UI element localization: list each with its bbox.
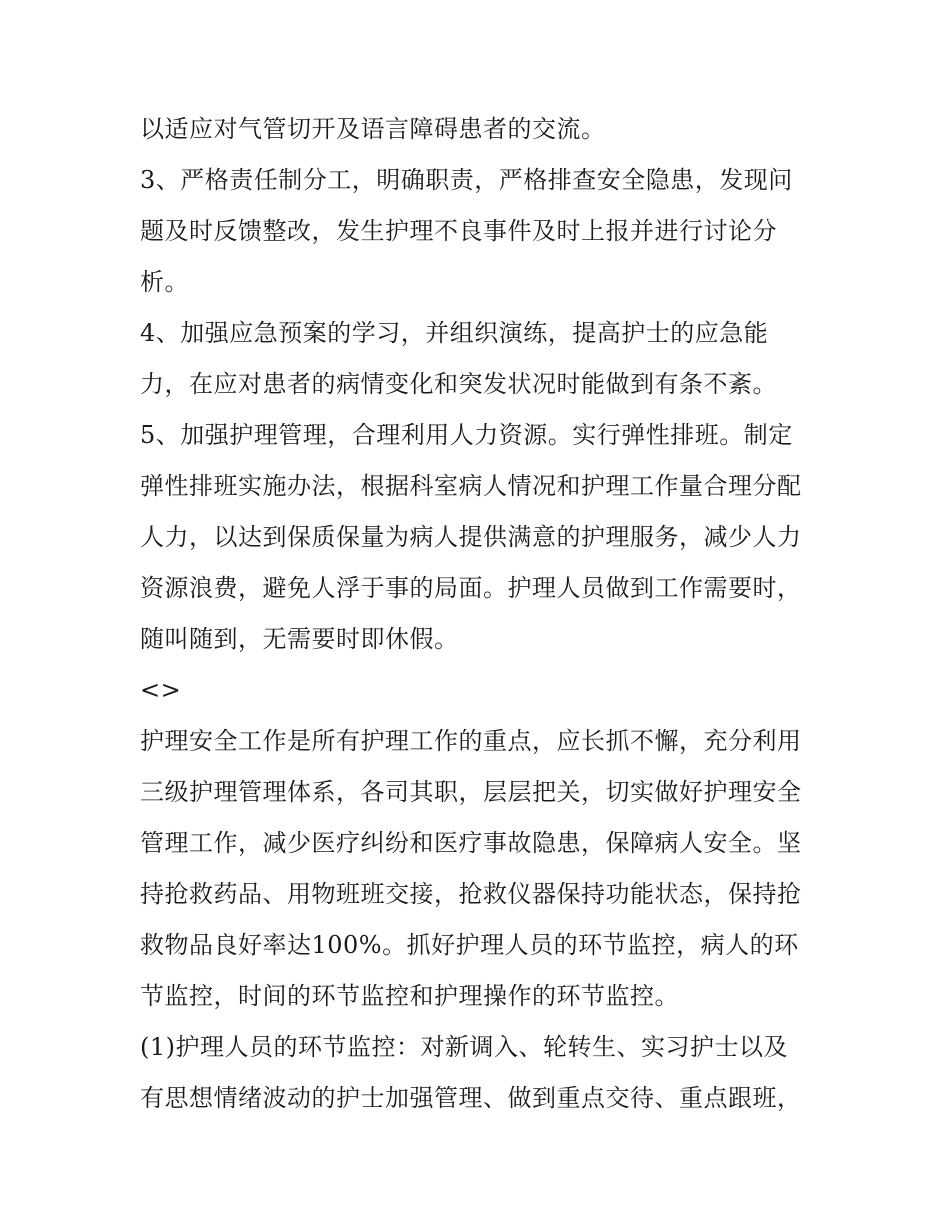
document-body xyxy=(140,104,820,1124)
text-line: 弹性排班实施办法，根据科室病人情况和护理工作量合理分配 xyxy=(140,472,802,500)
text-line: 三级护理管理体系，各司其职，层层把关，切实做好护理安全 xyxy=(140,778,802,806)
text-line: 人力，以达到保质保量为病人提供满意的护理服务，减少人力 xyxy=(140,523,802,551)
text-line: 持抢救药品、用物班班交接，抢救仪器保持功能状态，保持抢 xyxy=(140,880,802,908)
text-line: 析。 xyxy=(140,268,189,296)
text-line: 4、加强应急预案的学习，并组织演练，提高护士的应急能 xyxy=(140,319,769,347)
text-line: 救物品良好率达100%。抓好护理人员的环节监控，病人的环 xyxy=(140,931,799,959)
section-marker: <> xyxy=(140,676,182,704)
text-line: 题及时反馈整改，发生护理不良事件及时上报并进行讨论分 xyxy=(140,217,777,245)
text-line: 力，在应对患者的病情变化和突发状况时能做到有条不紊。 xyxy=(140,370,777,398)
text-line: 随叫随到，无需要时即休假。 xyxy=(140,625,459,653)
text-line: 护理安全工作是所有护理工作的重点，应长抓不懈，充分利用 xyxy=(140,727,802,755)
text-line: 3、严格责任制分工，明确职责，严格排查安全隐患，发现问 xyxy=(140,166,793,194)
text-line: 资源浪费，避免人浮于事的局面。护理人员做到工作需要时， xyxy=(140,574,802,602)
text-line: 以适应对气管切开及语言障碍患者的交流。 xyxy=(140,115,606,143)
text-line: 节监控，时间的环节监控和护理操作的环节监控。 xyxy=(140,982,679,1010)
text-line: 管理工作，减少医疗纠纷和医疗事故隐患，保障病人安全。坚 xyxy=(140,829,802,857)
text-line: 5、加强护理管理，合理利用人力资源。实行弹性排班。制定 xyxy=(140,421,793,449)
text-line: 有思想情绪波动的护士加强管理、做到重点交待、重点跟班， xyxy=(140,1084,802,1112)
text-line: (1)护理人员的环节监控：对新调入、轮转生、实习护士以及 xyxy=(140,1033,788,1061)
